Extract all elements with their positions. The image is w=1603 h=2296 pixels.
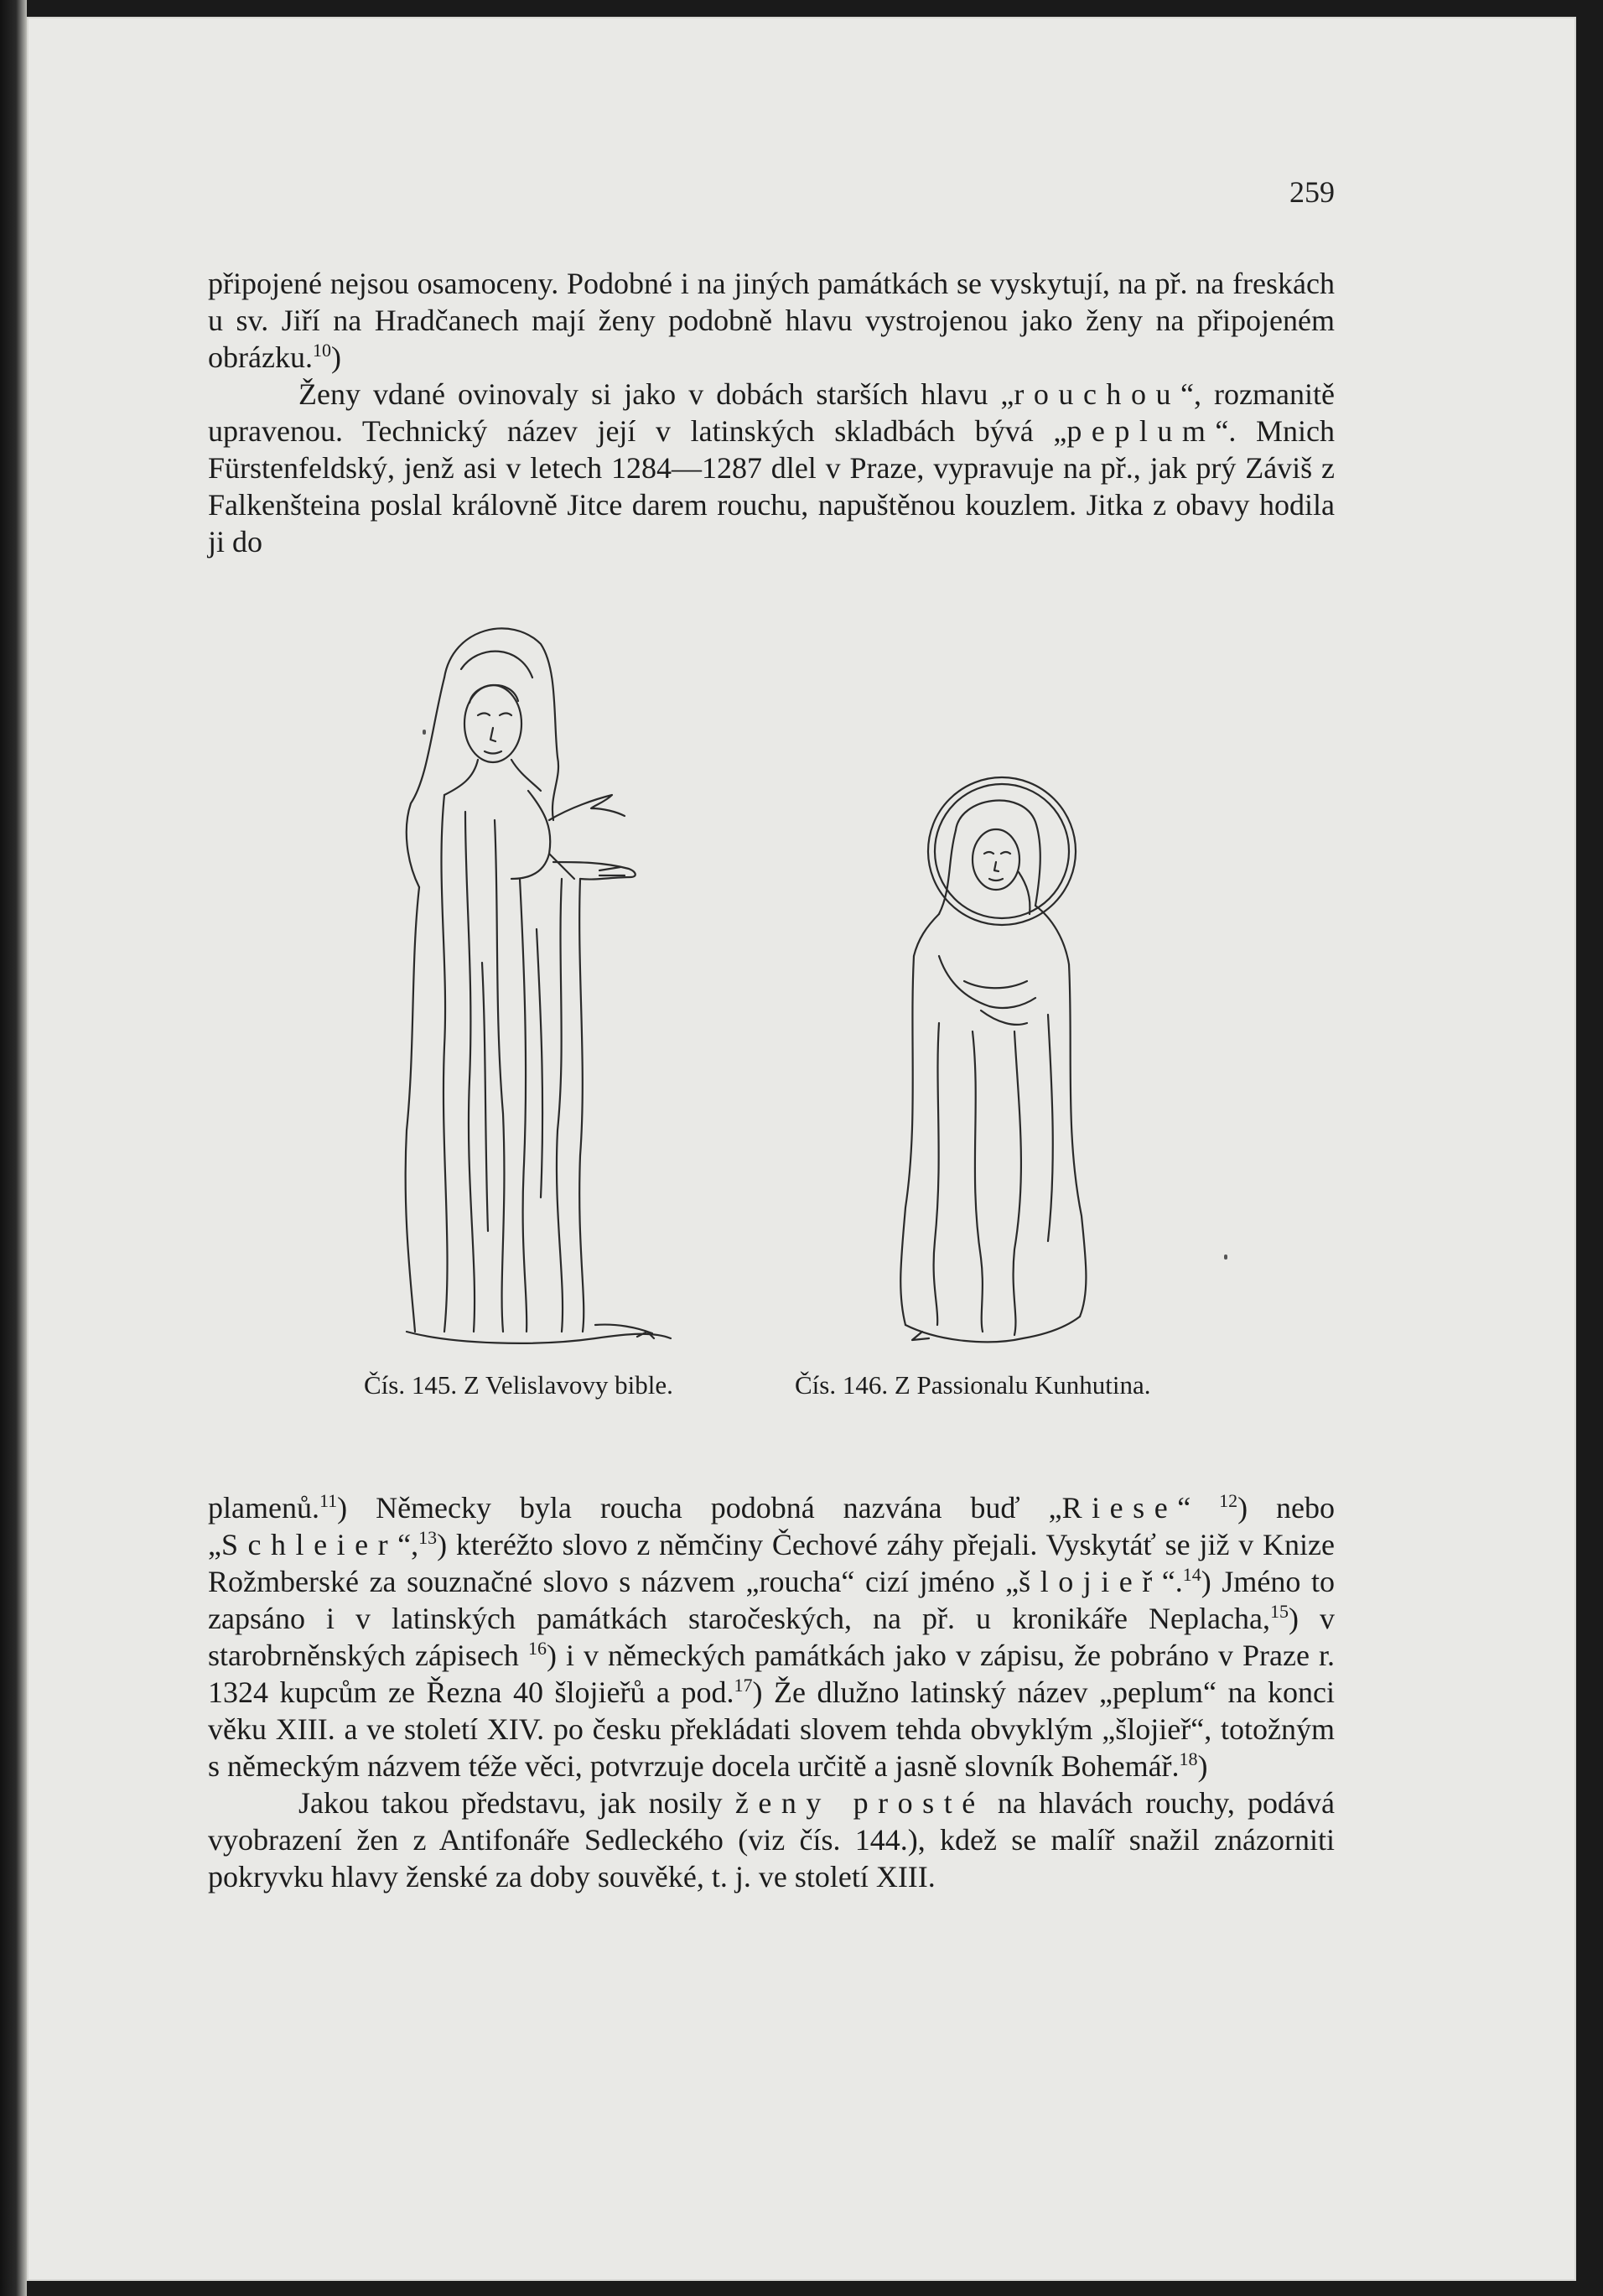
footnote-ref: 15 — [1269, 1601, 1289, 1622]
footnote-ref: 12 — [1219, 1490, 1238, 1511]
emphasized-term: Schleier — [220, 1528, 398, 1561]
text-run: ) Že dlužno latinský název „peplum“ na konci věku XIII. a ve století XIV. po česku překládati slovem tehda obvyklým „šlojieř“, totožným s německým názvem téže věci, potvrzuje docela určitě a jasně slovník Bohemář. — [208, 1675, 1336, 1783]
figure-146-illustration — [889, 771, 1107, 1350]
footnote-ref: 13 — [418, 1527, 438, 1548]
paragraph-p4 — [208, 1784, 1335, 1895]
text-run: na hlavách rouchy, podává vyobrazení žen z Antifonáře Sedleckého (viz čís. 144.), kdež se malíř snažil znázorniti pokryvku hlavy ženské za doby souvěké, t. j. ve století XIII. — [208, 1786, 1335, 1893]
scan-edge — [0, 0, 27, 2296]
text-block-top — [208, 265, 1335, 560]
emphasized-term: šlojieř — [1019, 1565, 1162, 1598]
page-number: 259 — [1289, 175, 1335, 209]
paragraph-p1 — [208, 265, 1335, 376]
text-run: plamenů. — [208, 1491, 319, 1525]
footnote-ref: 11 — [319, 1490, 338, 1511]
footnote-ref: 18 — [1179, 1748, 1198, 1769]
text-run: “. — [1161, 1565, 1183, 1598]
text-run: ) nebo „ — [208, 1491, 1335, 1561]
text-run: “. Mnich Fürstenfeldský, jenž asi v letech 1284—1287 dlel v Praze, vypravuje na př., jak prý Záviš z Falkenšteina poslal královně Jitce darem rouchu, napuštěnou kouzlem. Jitka z obavy hodila ji do — [208, 414, 1335, 558]
text-run: ) Německy byla roucha podobná nazvána buď „ — [337, 1491, 1062, 1525]
text-run: ) — [330, 340, 341, 374]
footnote-ref: 14 — [1182, 1564, 1201, 1585]
text-run: “, rozmanitě upravenou. Technický název její v latinských skladbách bývá „ — [208, 377, 1335, 448]
text-run: ) v starobrněnských zápisech — [208, 1602, 1335, 1672]
text-run: ) i v německých památkách jako v zápisu, že pobráno v Praze r. 1324 kupcům ze Řezna 40 šlojieřů a pod. — [208, 1639, 1335, 1709]
caption-figure-146: Čís. 146. Z Passionalu Kunhutina. — [795, 1370, 1151, 1400]
text-run: “ — [1177, 1491, 1220, 1525]
text-run: připojené nejsou osamoceny. Podobné i na jiných památkách se vyskytují, na př. na freskách u sv. Jiří na Hradčanech mají ženy podobně hlavu vystrojenou jako ženy na připojeném obrázku. — [208, 267, 1335, 374]
text-run: ) — [1197, 1749, 1208, 1783]
text-run: ) Jméno to zapsáno i v latinských památkách staročeských, na př. u kronikáře Neplacha, — [208, 1565, 1335, 1635]
footnote-ref: 10 — [312, 340, 331, 361]
paragraph-p2 — [208, 376, 1335, 560]
emphasized-term: ženy prosté — [734, 1786, 985, 1820]
emphasized-term: rouchou — [1014, 377, 1180, 411]
figure-145-illustration — [386, 610, 687, 1350]
text-block-bottom — [208, 1489, 1335, 1895]
footnote-ref: 16 — [527, 1638, 547, 1659]
text-run: Ženy vdané ovinovaly si jako v dobách starších hlavu „ — [298, 377, 1014, 411]
emphasized-term: peplum — [1066, 414, 1216, 448]
text-run: “, — [397, 1528, 419, 1561]
emphasized-term: Riese — [1061, 1491, 1178, 1525]
footnote-ref: 17 — [734, 1675, 753, 1696]
scan-speck — [423, 730, 426, 735]
caption-figure-145: Čís. 145. Z Velislavovy bible. — [364, 1370, 673, 1400]
paragraph-p3 — [208, 1489, 1335, 1784]
scan-speck — [1224, 1254, 1227, 1260]
text-run: Jakou takou představu, jak nosily — [298, 1786, 735, 1820]
text-run: ) kteréžto slovo z němčiny Čechové záhy přejali. Vyskytáť se již v Knize Rožmberské za souznačné slovo s názvem „roucha“ cizí jméno „ — [208, 1528, 1335, 1598]
